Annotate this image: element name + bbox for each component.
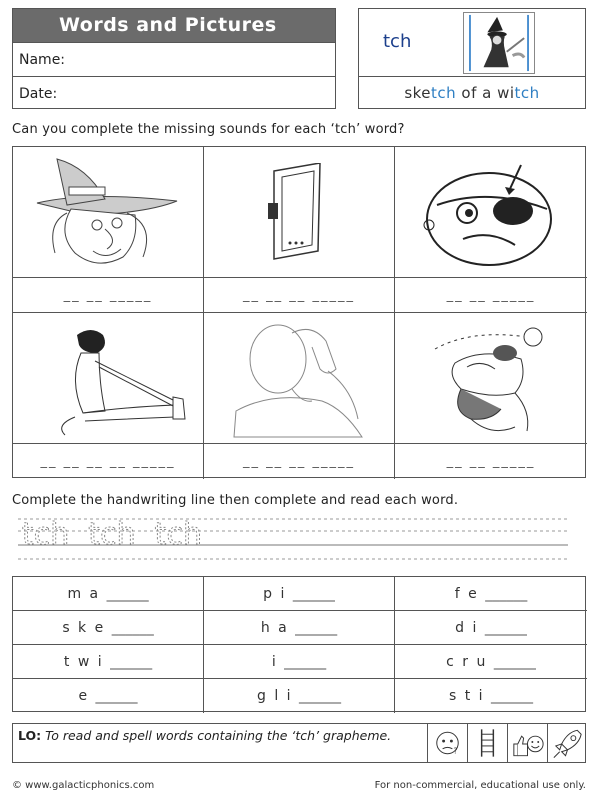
phrase-part: of a wi <box>456 84 515 102</box>
lo-label: LO: <box>18 728 42 743</box>
answer-cell[interactable] <box>13 278 204 313</box>
word-cell[interactable] <box>204 645 395 679</box>
word-letters: d i <box>455 620 479 636</box>
picture-cell-patch <box>395 147 587 278</box>
blank-line: ______ <box>484 620 527 636</box>
blank-line: ______ <box>485 586 528 602</box>
answer-blanks: __ __ __ _____ <box>243 288 355 303</box>
word-cell[interactable] <box>13 577 204 611</box>
answer-blanks: __ __ _____ <box>63 288 153 303</box>
word-letters: f e <box>454 586 479 602</box>
answer-blanks: __ __ _____ <box>446 454 536 469</box>
picture-cell-witch <box>13 147 204 278</box>
answer-blanks: __ __ _____ <box>446 288 536 303</box>
footer-copyright: © www.galacticphonics.com <box>12 780 155 791</box>
word-cell[interactable] <box>395 645 587 679</box>
blank-line: ______ <box>106 586 149 602</box>
picture-instructions: Can you complete the missing sounds for each ‘tch’ word? <box>12 122 405 137</box>
word-completion-table <box>12 576 586 712</box>
word-cell[interactable] <box>13 611 204 645</box>
word-cell[interactable] <box>13 679 204 713</box>
word-letters: e <box>78 688 90 704</box>
word-letters: p i <box>263 586 287 602</box>
sound-focus-box <box>358 8 586 109</box>
name-label: Name: <box>19 52 66 68</box>
handwriting-practice-line[interactable] <box>18 515 568 561</box>
lo-text-block <box>18 728 418 743</box>
date-field[interactable] <box>13 76 335 110</box>
picture-cell-stretch <box>13 313 204 444</box>
answer-blanks: __ __ __ __ _____ <box>40 454 176 469</box>
worksheet-title: Words and Pictures <box>13 9 335 42</box>
blank-line: ______ <box>295 620 338 636</box>
blank-line: ______ <box>491 688 534 704</box>
answer-blanks: __ __ __ _____ <box>243 454 355 469</box>
thumbs-up-smile-icon[interactable] <box>507 724 547 762</box>
picture-cell-switch <box>204 147 395 278</box>
handwriting-instructions: Complete the handwriting line then complete and read each word. <box>12 493 459 508</box>
word-cell[interactable] <box>395 577 587 611</box>
date-label: Date: <box>19 86 58 102</box>
blank-line: ______ <box>284 654 327 670</box>
word-letters: i <box>271 654 278 670</box>
answer-cell[interactable] <box>395 278 587 313</box>
focus-sound: tch <box>383 31 412 52</box>
word-letters: s k e <box>62 620 106 636</box>
confused-face-icon[interactable] <box>427 724 467 762</box>
answer-cell[interactable] <box>204 278 395 313</box>
catching-ball-image <box>431 319 555 441</box>
light-switch-image <box>264 163 334 263</box>
ladder-icon[interactable] <box>467 724 507 762</box>
learning-objective <box>12 723 586 763</box>
word-letters: t w i <box>63 654 104 670</box>
key-phrase <box>359 77 585 110</box>
trace-letters: tch tch tch <box>22 517 202 552</box>
word-letters: c r u <box>446 654 488 670</box>
blank-line: ______ <box>95 688 138 704</box>
eye-patch-face-image <box>417 157 567 269</box>
sound-card <box>359 9 585 77</box>
stretching-person-image <box>25 321 191 439</box>
word-letters: s t i <box>448 688 485 704</box>
picture-grid <box>12 146 586 478</box>
blank-line: ______ <box>493 654 536 670</box>
rocket-icon[interactable] <box>547 724 587 762</box>
blank-line: ______ <box>292 586 335 602</box>
word-cell[interactable] <box>395 679 587 713</box>
lo-text: To read and spell words containing the ‘tch’ grapheme. <box>45 728 392 743</box>
svg-text:?: ? <box>453 746 458 756</box>
answer-cell[interactable] <box>13 444 204 479</box>
word-cell[interactable] <box>204 577 395 611</box>
word-cell[interactable] <box>204 679 395 713</box>
footer-usage-note: For non-commercial, educational use only. <box>374 780 586 791</box>
scratching-head-image <box>232 319 368 441</box>
witch-image <box>27 153 189 273</box>
phrase-highlight: tch <box>431 84 457 102</box>
word-cell[interactable] <box>204 611 395 645</box>
picture-cell-scratch <box>204 313 395 444</box>
answer-cell[interactable] <box>204 444 395 479</box>
name-field[interactable] <box>13 42 335 76</box>
word-letters: g l i <box>256 688 293 704</box>
header-info-box <box>12 8 336 109</box>
word-letters: h a <box>260 620 289 636</box>
word-cell[interactable] <box>395 611 587 645</box>
blank-line: ______ <box>299 688 342 704</box>
picture-cell-catch <box>395 313 587 444</box>
word-letters: m a <box>67 586 101 602</box>
witch-sketch-image <box>463 12 535 74</box>
word-cell[interactable] <box>13 645 204 679</box>
blank-line: ______ <box>110 654 153 670</box>
phrase-part: ske <box>404 84 432 102</box>
blank-line: ______ <box>111 620 154 636</box>
answer-cell[interactable] <box>395 444 587 479</box>
phrase-highlight: tch <box>514 84 540 102</box>
